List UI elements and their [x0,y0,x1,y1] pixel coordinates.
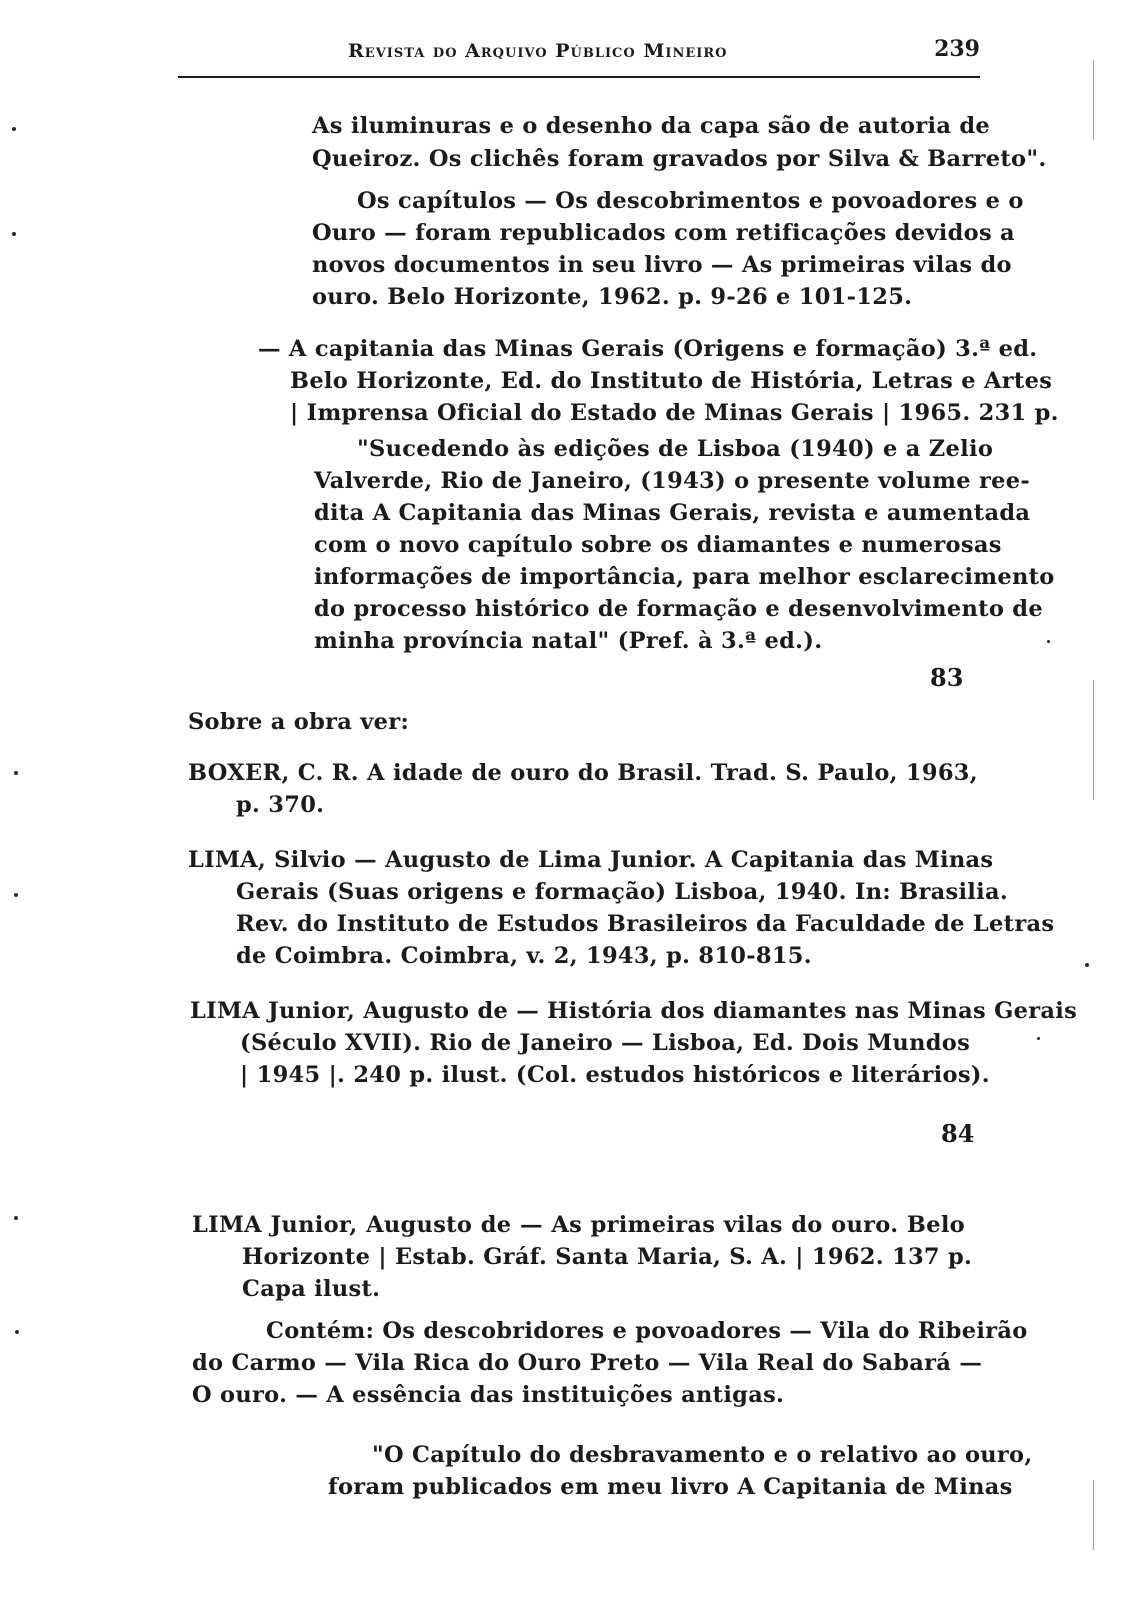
bibliography-entry: (Século XVII). Rio de Janeiro — Lisboa, Ed. Dois Mundos [240,1030,971,1056]
quote-line: dita A Capitania das Minas Gerais, revista e aumentada [314,500,1031,526]
bibliography-entry: | 1945 |. 240 p. ilust. (Col. estudos históricos e literários). [240,1062,990,1088]
quote-line: "Sucedendo às edições de Lisboa (1940) e a Zelio [357,436,994,462]
quote-line: "O Capítulo do desbravamento e o relativo ao ouro, [372,1442,1033,1468]
bibliography-entry: Rev. do Instituto de Estudos Brasileiros da Faculdade de Letras [236,911,1055,937]
quote-line: minha província natal" (Pref. à 3.ª ed.). [314,628,823,654]
text-line: Queiroz. Os clichês foram gravados por Silva & Barreto". [312,146,1047,172]
bibliography-entry: Capa ilust. [242,1276,381,1302]
scan-speck [14,1216,18,1220]
scan-speck [12,232,16,236]
page-edge [1093,680,1094,800]
page-edge [1093,60,1094,140]
running-header [178,36,980,76]
scan-speck [1085,963,1089,967]
scan-speck [15,1330,19,1334]
quote-line: informações de importância, para melhor esclarecimento [314,564,1055,590]
scan-speck [14,771,18,775]
bibliography-entry: | Imprensa Oficial do Estado de Minas Gerais | 1965. 231 p. [290,400,1059,426]
page-number: 239 [934,36,980,62]
bibliography-entry: Belo Horizonte, Ed. do Instituto de História, Letras e Artes [290,368,1053,394]
bibliography-entry: LIMA Junior, Augusto de — As primeiras vilas do ouro. Belo [192,1212,965,1238]
bibliography-entry: BOXER, C. R. A idade de ouro do Brasil. Trad. S. Paulo, 1963, [188,760,978,786]
section-label: Sobre a obra ver: [188,709,410,735]
bibliography-entry: Horizonte | Estab. Gráf. Santa Maria, S. A. | 1962. 137 p. [242,1244,973,1270]
bibliography-entry: — A capitania das Minas Gerais (Origens e formação) 3.ª ed. [258,336,1038,362]
bibliography-entry: LIMA Junior, Augusto de — História dos diamantes nas Minas Gerais [190,998,1078,1024]
text-line: ouro. Belo Horizonte, 1962. p. 9-26 e 101-125. [312,284,913,310]
text-line: Os capítulos — Os descobrimentos e povoadores e o [357,188,1024,214]
text-line: As iluminuras e o desenho da capa são de autoria de [312,113,991,139]
entry-number: 84 [941,1119,975,1148]
bibliography-entry: Gerais (Suas origens e formação) Lisboa, 1940. In: Brasilia. [236,879,1009,905]
contents-line: do Carmo — Vila Rica do Ouro Preto — Vila Real do Sabará — [192,1350,983,1376]
bibliography-entry: p. 370. [236,792,325,818]
text-line: Ouro — foram republicados com retificações devidos a [312,220,1015,246]
quote-line: foram publicados em meu livro A Capitania de Minas [328,1474,1013,1500]
scan-speck [1047,640,1050,643]
header-rule [178,76,980,78]
page-edge [1093,1480,1094,1550]
scan-speck [14,893,18,897]
entry-number: 83 [930,663,964,692]
scan-speck [12,127,16,131]
contents-line: O ouro. — A essência das instituições antigas. [192,1382,785,1408]
bibliography-entry: de Coimbra. Coimbra, v. 2, 1943, p. 810-815. [236,943,812,969]
text-line: novos documentos in seu livro — As primeiras vilas do [312,252,1012,278]
journal-title: Revista do Arquivo Público Mineiro [348,40,728,62]
bibliography-entry: LIMA, Silvio — Augusto de Lima Junior. A Capitania das Minas [188,847,994,873]
contents-line: Contém: Os descobridores e povoadores — Vila do Ribeirão [266,1318,1028,1344]
quote-line: do processo histórico de formação e desenvolvimento de [314,596,1043,622]
quote-line: Valverde, Rio de Janeiro, (1943) o presente volume ree- [314,468,1031,494]
scan-speck [1037,1037,1040,1040]
quote-line: com o novo capítulo sobre os diamantes e numerosas [314,532,1002,558]
